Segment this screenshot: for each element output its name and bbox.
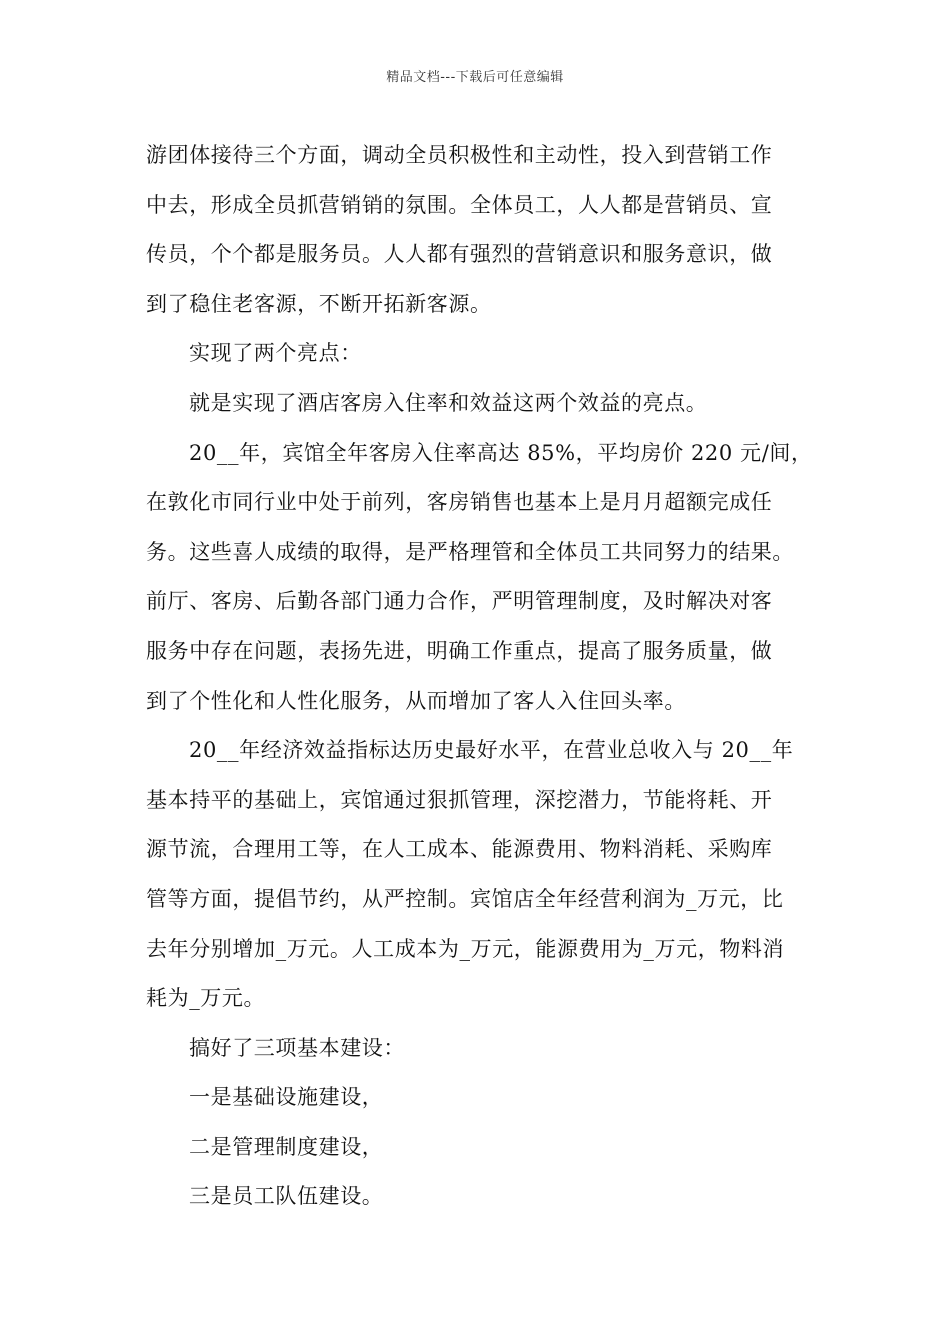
text-line: 服务中存在问题，表扬先进，明确工作重点，提高了服务质量，做 <box>146 638 773 663</box>
text-line: 在敦化市同行业中处于前列，客房销售也基本上是月月超额完成任 <box>146 490 773 515</box>
page-header: 精品文档---下载后可任意编辑 <box>386 70 564 85</box>
text-line: 前厅、客房、后勤各部门通力合作，严明管理制度，及时解决对客 <box>146 589 773 614</box>
text-line: 去年分别增加_万元。人工成本为_万元，能源费用为_万元，物料消 <box>146 936 785 961</box>
text-line: 中去，形成全员抓营销销的氛围。全体员工，人人都是营销员、宣 <box>146 192 773 217</box>
text-line: 二是管理制度建设， <box>189 1134 384 1159</box>
text-line: 20__年经济效益指标达历史最好水平，在营业总收入与 20__年 <box>189 738 794 763</box>
text-line: 源节流，合理用工等，在人工成本、能源费用、物料消耗、采购库 <box>146 837 773 862</box>
text-line: 耗为_万元。 <box>146 986 266 1011</box>
text-line: 基本持平的基础上，宾馆通过狠抓管理，深挖潜力，节能将耗、开 <box>146 787 773 812</box>
text-line: 游团体接待三个方面，调动全员积极性和主动性，投入到营销工作 <box>146 143 773 167</box>
text-line: 20__年，宾馆全年客房入住率高达 85%，平均房价 220 元/间， <box>189 440 813 465</box>
text-line: 传员，个个都是服务员。人人都有强烈的营销意识和服务意识，做 <box>146 242 773 267</box>
text-line: 务。这些喜人成绩的取得，是严格理管和全体员工共同努力的结果。 <box>146 539 794 564</box>
text-line: 到了稳住老客源，不断开拓新客源。 <box>146 291 492 316</box>
text-line: 一是基础设施建设， <box>189 1085 384 1110</box>
text-line: 搞好了三项基本建设： <box>189 1035 405 1060</box>
text-line: 管等方面，提倡节约，从严控制。宾馆店全年经营利润为_万元，比 <box>146 886 784 911</box>
text-line: 实现了两个亮点： <box>189 341 362 366</box>
text-line: 三是员工队伍建设。 <box>189 1184 384 1209</box>
text-line: 就是实现了酒店客房入住率和效益这两个效益的亮点。 <box>189 390 708 415</box>
document-body <box>146 131 813 1222</box>
text-line: 到了个性化和人性化服务，从而增加了客人入住回头率。 <box>146 688 686 713</box>
